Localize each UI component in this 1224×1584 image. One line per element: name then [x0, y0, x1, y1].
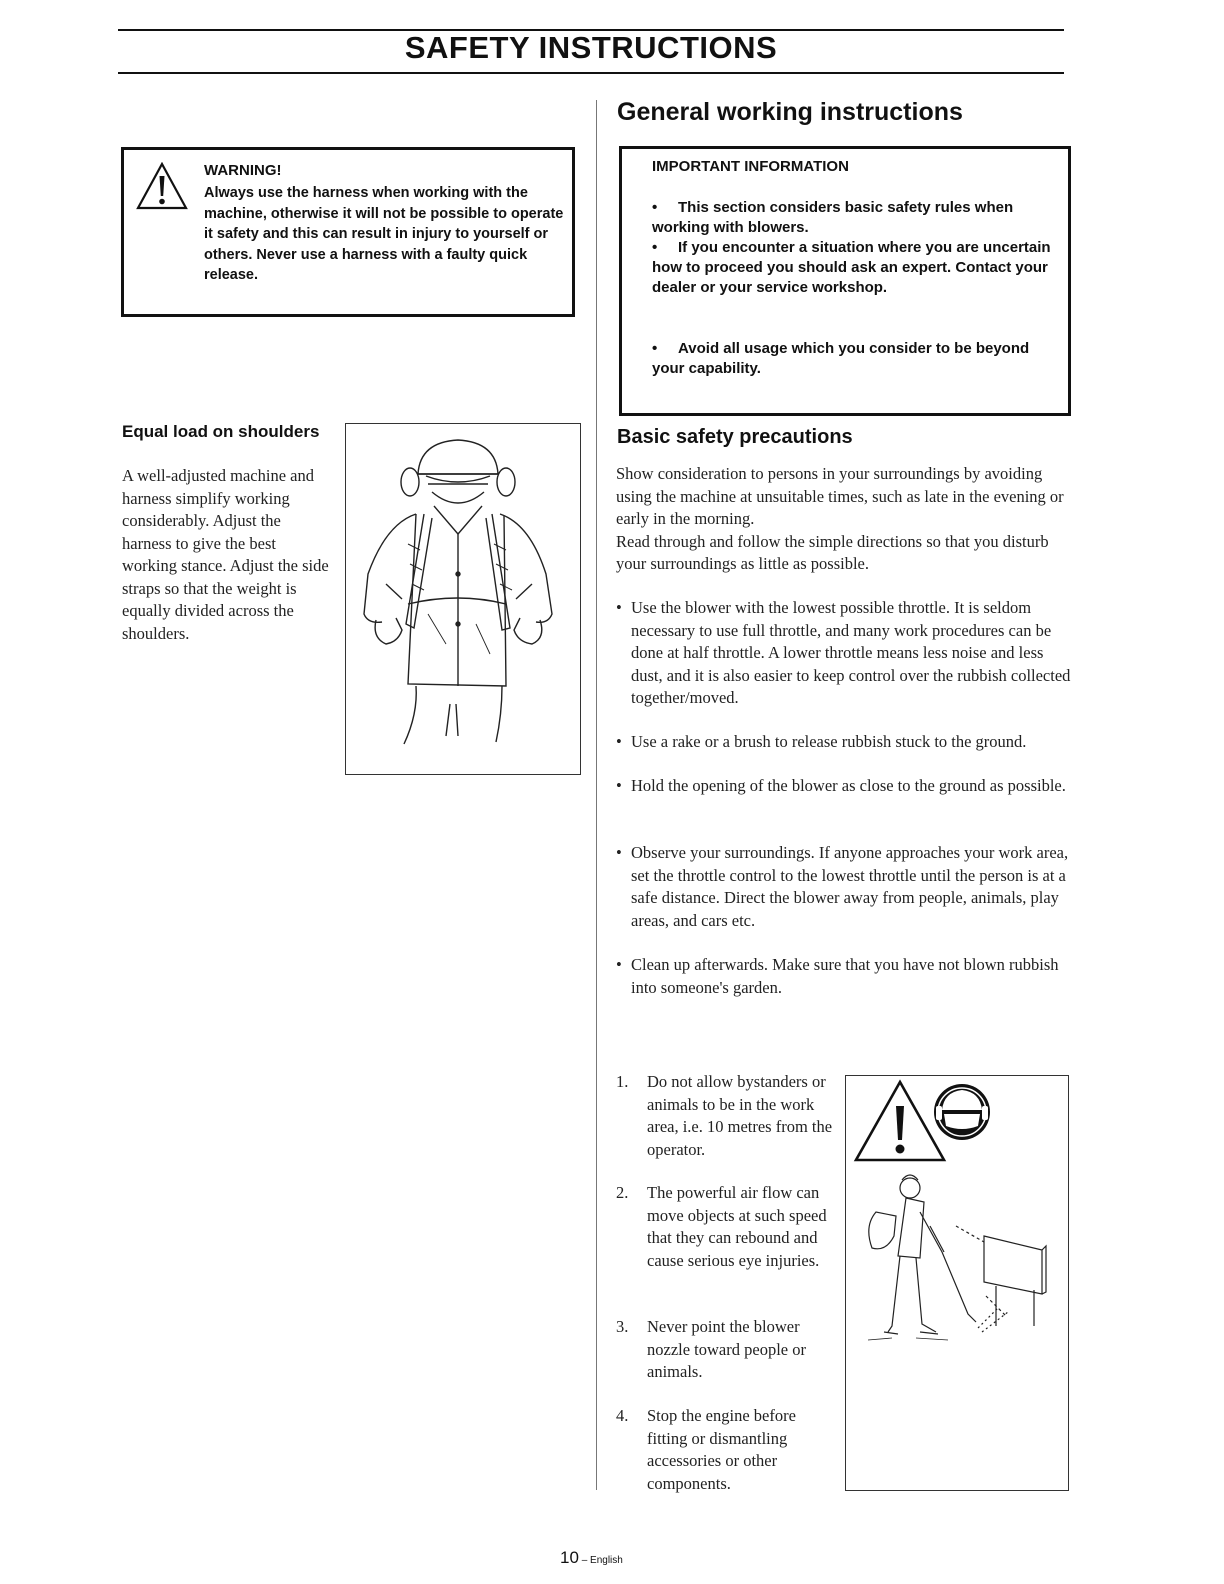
important-item [652, 198, 1062, 238]
bullet-icon: • [652, 199, 658, 216]
item-text: Do not allow bystanders or animals to be in the work area, i.e. 10 metres from the operator. [647, 1072, 833, 1159]
important-item-text: Avoid all usage which you consider to be beyond your capability. [652, 340, 1030, 377]
eye-and-ear-protection-icon [934, 1084, 990, 1140]
important-item-text: This section considers basic safety rules when working with blowers. [652, 199, 1014, 236]
equal-load-heading: Equal load on shoulders [122, 422, 320, 441]
important-item [652, 339, 1062, 379]
header-rule-bottom [118, 72, 1064, 74]
column-divider [596, 100, 597, 1490]
numbered-item [612, 1316, 837, 1384]
item-number: 3. [616, 1317, 629, 1336]
safety-bullet: • Observe your surroundings. If anyone approaches your work area, set the throttle control to the lowest throttle until the person is at a safe distance. Direct the blower away from people, animals, play areas, and cars etc. [616, 843, 1069, 930]
item-text: Never point the blower nozzle toward people or animals. [647, 1317, 806, 1381]
basic-intro [616, 463, 1071, 576]
important-information-box [619, 146, 1071, 416]
bullet-icon: • [616, 843, 622, 862]
person-with-harness-drawing [346, 424, 580, 774]
safety-bullet: • Use a rake or a brush to release rubbish stuck to the ground. [616, 731, 1071, 754]
important-item-text: If you encounter a situation where you are uncertain how to proceed you should ask an expert. Contact your dealer or your service workshop. [652, 239, 1051, 296]
item-number: 2. [616, 1183, 629, 1202]
basic-intro-paragraph: Show consideration to persons in your surroundings by avoiding using the machine at unsuitable times, such as late in the evening or early in the morning. [616, 464, 1064, 528]
harness-illustration [345, 423, 581, 775]
bullet-icon: • [652, 340, 658, 357]
item-text: Stop the engine before fitting or dismantling accessories or other components. [647, 1406, 796, 1493]
page-footer [560, 1548, 623, 1568]
operator-with-blower-drawing [868, 1175, 976, 1340]
bullet-icon: • [652, 239, 658, 256]
safety-bullet: • Use the blower with the lowest possible throttle. It is seldom necessary to use full throttle, and many work procedures can be done at half throttle. A lower throttle means less noise and less dust, and it is also easier to keep control over the rubbish collected together/moved. [616, 598, 1071, 707]
warning-title: WARNING! [204, 162, 282, 179]
page-language: – English [578, 1555, 623, 1566]
blower-drawing [846, 1076, 1068, 1490]
equal-load-text: A well-adjusted machine and harness simplify working considerably. Adjust the harness to give the best working stance. Adjust the side straps so that the weight is equally divided across the shoulders. [122, 466, 329, 643]
safety-bullet: • Hold the opening of the blower as close to the ground as possible. [616, 775, 1071, 798]
bullet-icon: • [616, 732, 622, 751]
bullet-icon: • [616, 776, 622, 795]
general-working-instructions-heading: General working instructions [617, 98, 963, 126]
warning-triangle-icon [856, 1082, 944, 1160]
page-number: 10 [560, 1548, 579, 1567]
important-title: IMPORTANT INFORMATION [652, 158, 849, 175]
bullet-icon: • [616, 955, 622, 974]
numbered-item [612, 1182, 837, 1272]
item-text: The powerful air flow can move objects at such speed that they can rebound and cause serious eye injuries. [647, 1183, 827, 1270]
basic-intro-paragraph: Read through and follow the simple directions so that you disturb your surroundings as little as possible. [616, 531, 1049, 573]
important-item [652, 238, 1062, 298]
safety-bullet: • Clean up afterwards. Make sure that you have not blown rubbish into someone's garden. [616, 955, 1059, 997]
item-number: 4. [616, 1406, 629, 1425]
warning-triangle-icon [136, 162, 188, 210]
page-title: SAFETY INSTRUCTIONS [404, 30, 778, 65]
numbered-item [612, 1405, 837, 1495]
basic-safety-heading: Basic safety precautions [617, 426, 853, 448]
item-number: 1. [616, 1072, 629, 1091]
bullet-icon: • [616, 598, 622, 617]
numbered-item [612, 1071, 837, 1161]
warning-text: Always use the harness when working with the machine, otherwise it will not be possible to operate it safety and this can result in injury to yourself or others. Never use a harness with a faulty quick release. [204, 185, 564, 283]
warning-box [121, 147, 575, 317]
blower-safety-illustration [845, 1075, 1069, 1491]
